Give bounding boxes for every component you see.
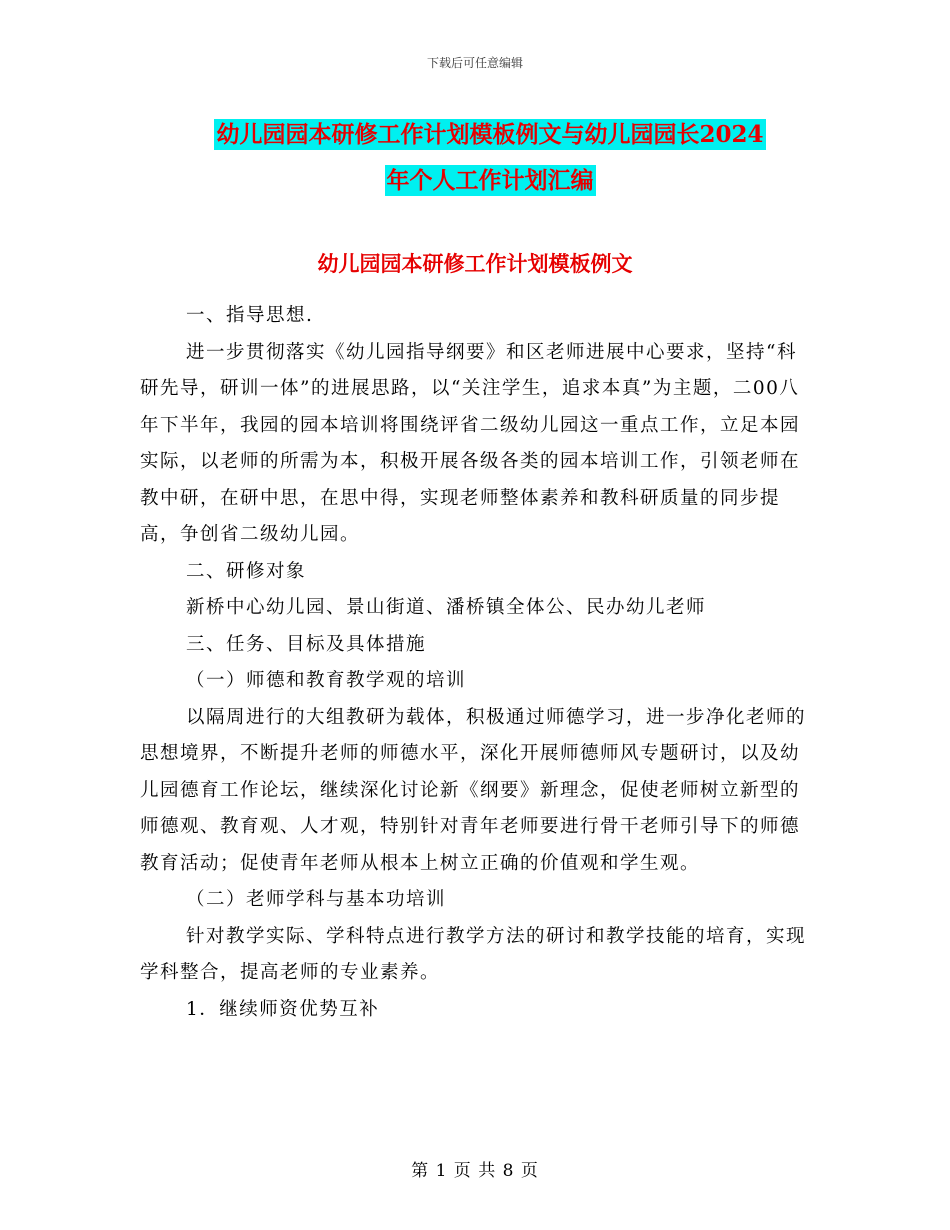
document-title [140, 112, 840, 204]
paragraph-guiding-thought: 进一步贯彻落实《幼儿园指导纲要》和区老师进展中心要求，坚持“科研先导，研训一体”的进展思路，以“关注学生，追求本真”为主题，二00八年下半年，我园的园本培训将围绕评省二级幼儿园这一重点工作，立足本园实际，以老师的所需为本，积极开展各级各类的园本培训工作，引领老师在教中研，在研中思，在思中得，实现老师整体素养和教科研质量的同步提高，争创省二级幼儿园。 [140, 341, 801, 545]
heading-training-targets: 二、研修对象 [186, 560, 307, 582]
body-text [140, 298, 812, 1028]
header-note: 下载后可任意编辑 [426, 56, 523, 70]
list-item-teacher-complement: 1．继续师资优势互补 [186, 998, 380, 1020]
document-title-line-2: 年个人工作计划汇编 [386, 167, 594, 194]
subheading-ethics-training: （一）师德和教育教学观的培训 [186, 670, 467, 691]
document-title-line-1: 幼儿园园本研修工作计划模板例文与幼儿园园长2024 [216, 121, 764, 148]
paragraph-ethics-training: 以隔周进行的大组教研为载体，积极通过师德学习，进一步净化老师的思想境界，不断提升老师的师德水平，深化开展师德师风专题研讨，以及幼儿园德育工作论坛，继续深化讨论新《纲要》新理念，促使老师树立新型的师德观、教育观、人才观，特别针对青年老师要进行骨干老师引导下的师德教育活动；促使青年老师从根本上树立正确的价值观和学生观。 [140, 706, 807, 874]
heading-guiding-thought: 一、指导思想. [186, 305, 314, 326]
heading-tasks-goals: 三、任务、目标及具体措施 [186, 633, 427, 655]
paragraph-subject-training: 针对教学实际、学科特点进行教学方法的研讨和教学技能的培育，实现学科整合，提高老师的专业素养。 [140, 925, 807, 983]
section-title: 幼儿园园本研修工作计划模板例文 [317, 251, 633, 276]
paragraph-training-targets: 新桥中心幼儿园、景山街道、潘桥镇全体公、民办幼儿老师 [186, 597, 707, 618]
subheading-subject-training: （二）老师学科与基本功培训 [186, 889, 447, 910]
page-footer: 第 1 页 共 8 页 [411, 1161, 539, 1181]
